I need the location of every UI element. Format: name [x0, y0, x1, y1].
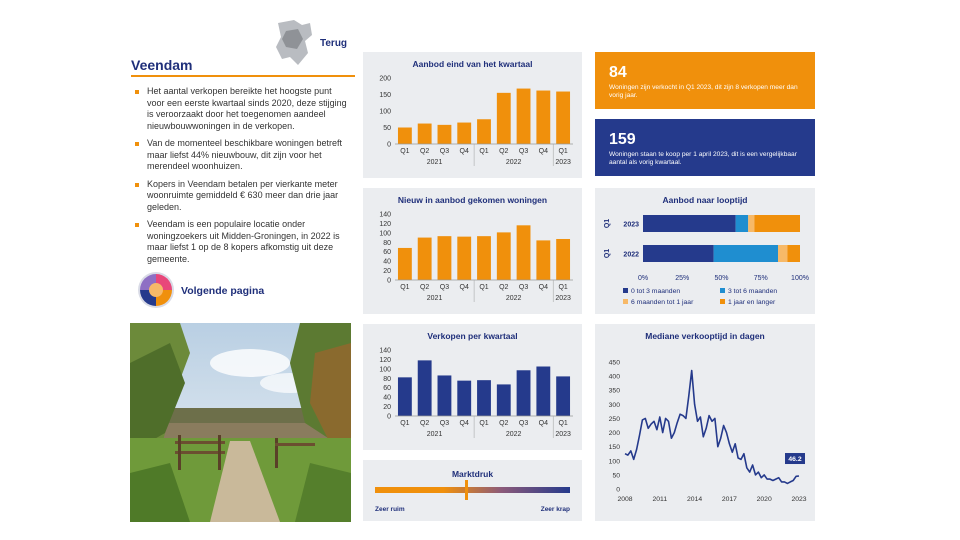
chart-verkopen-svg — [363, 324, 582, 450]
stacked-bar-segment — [748, 215, 754, 232]
y-tick-label: 80 — [383, 239, 391, 247]
group-label: 2021 — [426, 295, 443, 302]
group-label: 2021 — [426, 159, 443, 166]
legend-label: 6 maanden tot 1 jaar — [631, 299, 694, 306]
x-tick-label: 2023 — [791, 496, 807, 503]
chart-aanbod-svg — [363, 52, 582, 178]
bar — [438, 236, 452, 280]
bar — [556, 239, 570, 280]
row-label: 2023 — [623, 221, 639, 229]
x-tick-label: Q4 — [459, 420, 469, 427]
stacked-bar-segment — [736, 215, 749, 232]
y-tick-label: 200 — [379, 75, 391, 83]
y-tick-label: 50 — [383, 125, 391, 132]
marktdruk-title: Marktdruk — [451, 469, 494, 479]
y-tick-label: 100 — [379, 108, 391, 116]
stacked-bar-segment — [754, 215, 800, 232]
y-tick-label: 150 — [608, 444, 620, 452]
y-tick-label: 200 — [608, 430, 620, 438]
group-label: 2021 — [426, 431, 443, 438]
x-tick-label: Q1 — [479, 148, 489, 155]
kpi-value: 84 — [609, 64, 627, 81]
x-tick-label: Q2 — [419, 148, 430, 155]
bar — [477, 236, 491, 280]
bullet-item: Van de momenteel beschikbare woningen betreft maar liefst 44% nieuwbouw, dit zijn voor het merendeel woonhuizen. — [147, 138, 348, 173]
title-underline — [131, 75, 355, 77]
y-tick-label: 60 — [383, 385, 391, 393]
bar — [398, 377, 412, 416]
x-tick-label: Q1 — [400, 148, 410, 155]
legend-label: 0 tot 3 maanden — [631, 288, 681, 295]
bar — [398, 128, 412, 145]
series-line — [625, 371, 802, 484]
bar — [517, 225, 531, 280]
group-label: 2023 — [555, 431, 571, 438]
group-label: 2022 — [505, 295, 522, 302]
row-group-label: Q1 — [604, 248, 611, 259]
chart-nieuw-svg — [363, 188, 582, 314]
x-tick-label: Q2 — [419, 420, 430, 427]
x-tick-label: Q3 — [518, 420, 529, 427]
x-tick-label: Q2 — [499, 284, 509, 291]
chart-panel-looptijd — [595, 188, 815, 314]
x-tick-label: Q4 — [538, 148, 549, 155]
bar — [418, 124, 432, 144]
y-tick-label: 100 — [379, 366, 391, 374]
group-label: 2023 — [555, 295, 571, 302]
bar — [497, 232, 511, 280]
y-tick-label: 300 — [608, 401, 620, 409]
group-label: 2023 — [555, 159, 571, 166]
chart-title: Nieuw in aanbod gekomen woningen — [397, 195, 548, 205]
bullet-item: Veendam is een populaire locatie onder woningzoekers uit Midden-Groningen, in 2022 is maar liefst 1 op de 8 kopers afkomstig uit deze gemeente. — [147, 219, 348, 265]
bar — [497, 384, 511, 416]
y-tick-label: 40 — [383, 394, 391, 402]
chart-panel-verkopen — [363, 324, 582, 450]
bar — [536, 91, 550, 144]
bar — [497, 93, 511, 144]
x-tick-label: 50% — [714, 275, 729, 282]
bar — [398, 248, 412, 280]
x-tick-label: Q3 — [518, 284, 529, 291]
landscape-photo — [130, 323, 351, 522]
region-map-icon[interactable] — [272, 19, 314, 67]
x-tick-label: 100% — [791, 275, 809, 282]
stacked-bar-segment — [787, 245, 800, 262]
chart-looptijd-svg — [595, 188, 815, 314]
x-tick-label: 25% — [675, 275, 690, 282]
legend-swatch — [623, 288, 628, 293]
y-tick-label: 250 — [608, 415, 620, 423]
legend-label: 3 tot 6 maanden — [728, 288, 778, 295]
y-tick-label: 140 — [379, 211, 391, 219]
x-tick-label: Q4 — [459, 148, 469, 155]
x-tick-label: Q4 — [538, 284, 549, 291]
x-tick-label: 0% — [637, 275, 649, 282]
x-tick-label: Q1 — [479, 420, 489, 427]
y-tick-label: 120 — [379, 356, 391, 364]
kpi-card-for-sale — [595, 119, 815, 176]
bullet-item: Kopers in Veendam betalen per vierkante meter woonruimte gemiddeld € 630 meer dan drie jaar geleden. — [147, 179, 348, 214]
x-tick-label: Q4 — [538, 420, 549, 427]
marktdruk-gradient-bar — [375, 487, 570, 493]
y-tick-label: 400 — [608, 373, 620, 381]
stacked-bar-segment — [643, 215, 736, 232]
x-tick-label: Q1 — [558, 148, 568, 155]
x-tick-label: Q4 — [459, 284, 469, 291]
bar — [517, 370, 531, 416]
chart-title: Aanbod naar looptijd — [662, 195, 748, 205]
bar — [556, 92, 570, 144]
group-label: 2022 — [505, 159, 522, 166]
y-tick-label: 20 — [383, 404, 391, 412]
marktdruk-left-label: Zeer ruim — [375, 506, 405, 513]
chart-panel-verkooptijd — [595, 324, 815, 521]
y-tick-label: 50 — [612, 472, 620, 480]
kpi-value: 159 — [609, 131, 636, 148]
stacked-bar-segment — [778, 245, 787, 262]
chart-panel-nieuw — [363, 188, 582, 314]
next-page-icon[interactable] — [137, 271, 175, 309]
y-tick-label: 0 — [616, 486, 620, 494]
bar — [477, 380, 491, 416]
bar — [536, 367, 550, 417]
x-tick-label: Q1 — [558, 284, 568, 291]
x-tick-label: Q2 — [499, 420, 509, 427]
x-tick-label: Q3 — [439, 420, 450, 427]
x-tick-label: Q1 — [479, 284, 489, 291]
group-label: 2022 — [505, 431, 522, 438]
y-tick-label: 0 — [387, 141, 391, 149]
page-title: Veendam — [131, 57, 193, 73]
x-tick-label: Q1 — [400, 284, 410, 291]
y-tick-label: 350 — [608, 387, 620, 395]
x-tick-label: Q2 — [419, 284, 430, 291]
kpi-card-sold — [595, 52, 815, 109]
stacked-bar-segment — [714, 245, 778, 262]
bar — [457, 123, 471, 144]
y-tick-label: 450 — [608, 359, 620, 367]
bar — [438, 375, 452, 416]
legend-swatch — [720, 288, 725, 293]
y-tick-label: 80 — [383, 375, 391, 383]
chart-title: Aanbod eind van het kwartaal — [412, 59, 533, 69]
y-tick-label: 100 — [379, 230, 391, 238]
bar — [477, 119, 491, 144]
legend-swatch — [720, 299, 725, 304]
kpi-text: Woningen zijn verkocht in Q1 2023, dit zijn 8 verkopen meer dan vorig jaar. — [609, 84, 798, 99]
y-tick-label: 20 — [383, 268, 391, 276]
end-label: 46.2 — [788, 456, 802, 464]
chart-panel-aanbod — [363, 52, 582, 178]
back-link[interactable]: Terug — [320, 38, 348, 49]
x-tick-label: Q3 — [518, 148, 529, 155]
y-tick-label: 0 — [387, 277, 391, 285]
chart-verkooptijd-svg — [595, 324, 815, 521]
bullet-item: Het aantal verkopen bereikte het hoogste punt voor een eerste kwartaal sinds 2020, deze stijging is veroorzaakt door het toegenomen aandeel nieuwbouwwoningen in de verkopen. — [147, 86, 347, 131]
x-tick-label: Q3 — [439, 148, 450, 155]
row-group-label: Q1 — [604, 218, 611, 229]
bullet-list — [133, 86, 348, 271]
x-tick-label: Q3 — [439, 284, 450, 291]
bar — [457, 381, 471, 416]
bar — [418, 360, 432, 416]
y-tick-label: 60 — [383, 249, 391, 257]
y-tick-label: 40 — [383, 258, 391, 266]
stacked-bar-segment — [643, 245, 714, 262]
bar — [517, 89, 531, 144]
next-page-link[interactable]: Volgende pagina — [181, 285, 265, 297]
chart-title: Verkopen per kwartaal — [427, 331, 518, 341]
legend-label: 1 jaar en langer — [728, 299, 776, 306]
bar — [457, 237, 471, 280]
x-tick-label: 2020 — [756, 496, 772, 503]
x-tick-label: 75% — [753, 275, 768, 282]
marktdruk-right-label: Zeer krap — [540, 506, 570, 513]
y-tick-label: 140 — [379, 347, 391, 355]
x-tick-label: 2011 — [652, 496, 668, 503]
bar — [536, 240, 550, 280]
bar — [438, 125, 452, 144]
x-tick-label: 2017 — [721, 496, 737, 503]
y-tick-label: 100 — [608, 458, 620, 466]
x-tick-label: 2014 — [687, 496, 703, 503]
legend-swatch — [623, 299, 628, 304]
x-tick-label: Q1 — [558, 420, 568, 427]
x-tick-label: Q1 — [400, 420, 410, 427]
kpi-text: Woningen staan te koop per 1 april 2023, dit is een vergelijkbaar aantal als vorig kwartaal. — [609, 151, 797, 166]
marktdruk-indicator — [465, 480, 468, 500]
chart-title: Mediane verkooptijd in dagen — [645, 331, 765, 341]
marktdruk-panel — [363, 460, 582, 521]
x-tick-label: 2008 — [617, 496, 633, 503]
bar — [556, 376, 570, 416]
y-tick-label: 0 — [387, 413, 391, 421]
y-tick-label: 150 — [379, 92, 391, 99]
row-label: 2022 — [623, 251, 639, 259]
bar — [418, 238, 432, 280]
x-tick-label: Q2 — [499, 148, 509, 155]
y-tick-label: 120 — [379, 220, 391, 228]
